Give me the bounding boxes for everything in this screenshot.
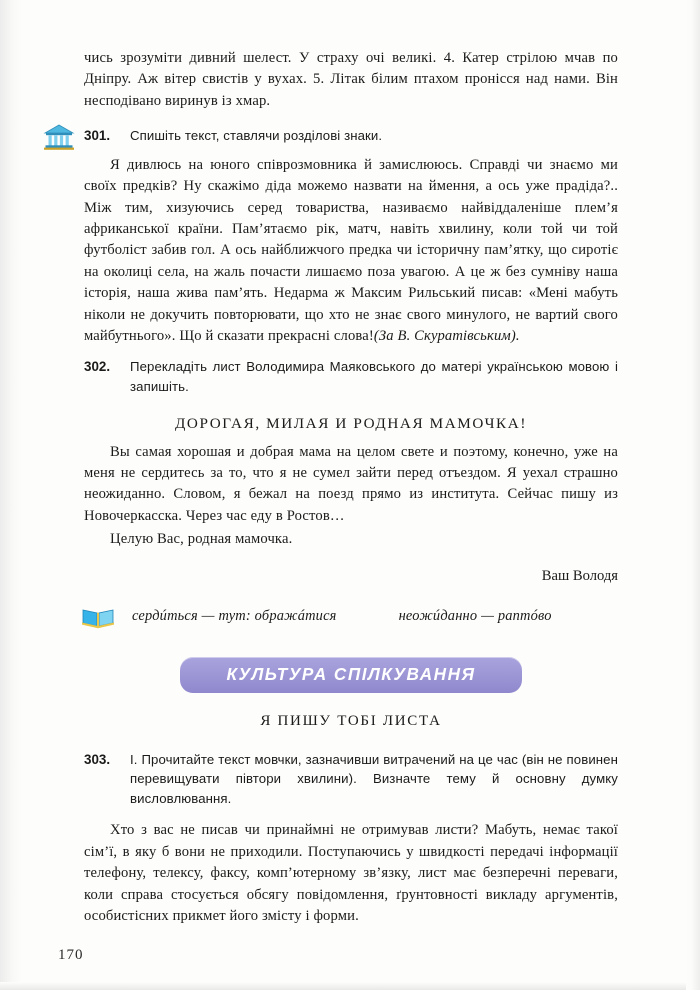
museum-building-icon: [42, 122, 76, 152]
section-banner-wrap: [84, 657, 618, 693]
exercise-303-text: Хто з вас не писав чи принаймні не отримував листи? Мабуть, немає такої сім’ї, в яку б вони не приходили. Поступаючись у швидкості передачі інформації телефону, телексу, факсу, комп’ютерному зв’язку, лист має безперечні переваги, коли справа стосується обсягу повідомлення, ґрунтовності викладу аргументів, особистісних прикмет його змісту і форми.: [84, 822, 618, 925]
open-book-icon: [80, 605, 116, 629]
mayakovsky-letter: [84, 415, 618, 585]
page-content: [84, 48, 618, 928]
page-number: 170: [58, 947, 84, 963]
exercise-302-gutter: [84, 357, 130, 377]
continuation-paragraph: чись зрозуміти дивний шелест. У страху очі великі. 4. Катер стрілою мчав по Дніпру. Аж вітер свистів у вухах. 5. Літак білим птахом пронісся над нами. Він несподівано виринув із хмар.: [84, 50, 618, 109]
exercise-303-task: І. Прочитайте текст мовчки, зазначивши витрачений на це час (він не повинен перевищувати півтори хвилини). Визначте тему й основну думку висловлювання.: [130, 751, 618, 806]
exercise-302-number: 302.: [84, 359, 111, 375]
exercise-302-task: Перекладіть лист Володимира Маяковського до матері українською мовою і запишіть.: [130, 359, 618, 395]
exercise-303: [84, 750, 618, 809]
letter-signature: Ваш Володя: [541, 567, 618, 584]
vocabulary-entry: неожúданно — раптóво: [398, 608, 552, 625]
vocabulary-strip: [80, 605, 618, 629]
letter-closing: Целую Вас, родная мамочка.: [110, 531, 293, 548]
exercise-303-number: 303.: [84, 751, 111, 767]
exercise-301-source: (За В. Скуратівським).: [373, 328, 520, 345]
vocabulary-entry: сердúться — тут: ображáтися: [132, 608, 337, 625]
section-banner: КУЛЬТУРА СПІЛКУВАННЯ: [180, 657, 521, 693]
letter-paragraph: Вы самая хорошая и добрая мама на целом свете и поэтому, конечно, уже на меня не сердитесь за то, что я не сумел зайти перед отъездом. Я уехал страшно неожиданно. Словом, я бежал на поезд прямо из института. Сейчас пишу из Новочеркасска. Через час еду в Ростов…: [84, 443, 618, 524]
page-bottom-edge: [0, 982, 700, 990]
section-subheading: Я ПИШУ ТОБІ ЛИСТА: [260, 712, 442, 729]
exercise-301-number: 301.: [84, 128, 111, 144]
exercise-302: [84, 357, 618, 396]
exercise-301-text-main: Я дивлюсь на юного співрозмовника й замислююсь. Справді чи знаємо ми своїх предків? Ну скажімо діда можемо назвати на ймення, а ось уже прадіда?.. Між тим, хизуючись серед товариства, називаємо найвіддаленіше плем’я африканської країни. Пам’ятаємо рік, матч, навіть хвилину, коли той чи той футболіст забив гол. А ось найближчого предка чи історичну пам’ятку, що сиротіє на околиці села, на жаль почасти лишаємо поза увагою. А це ж без сумніву наша історія, наша жива пам’ять. Недарма ж Максим Рильський писав: «Мені мабуть ніколи не докучить повторювати, що хто не знає свого минулого, не вартий свого майбутнього». Що й сказати прекрасні слова!: [84, 156, 618, 345]
exercise-301-text: [84, 155, 618, 348]
exercise-301-gutter: [84, 126, 130, 146]
vocabulary-entries: [132, 608, 618, 625]
exercise-303-body: [130, 750, 618, 809]
letter-title: ДОРОГАЯ, МИЛАЯ И РОДНАЯ МАМОЧКА!: [174, 414, 528, 432]
exercise-302-body: [130, 357, 618, 396]
exercise-301-task: Спишіть текст, ставлячи розділові знаки.: [130, 128, 383, 144]
exercise-303-gutter: [84, 750, 130, 770]
exercise-301-body: [130, 126, 618, 146]
exercise-301: [84, 126, 618, 146]
